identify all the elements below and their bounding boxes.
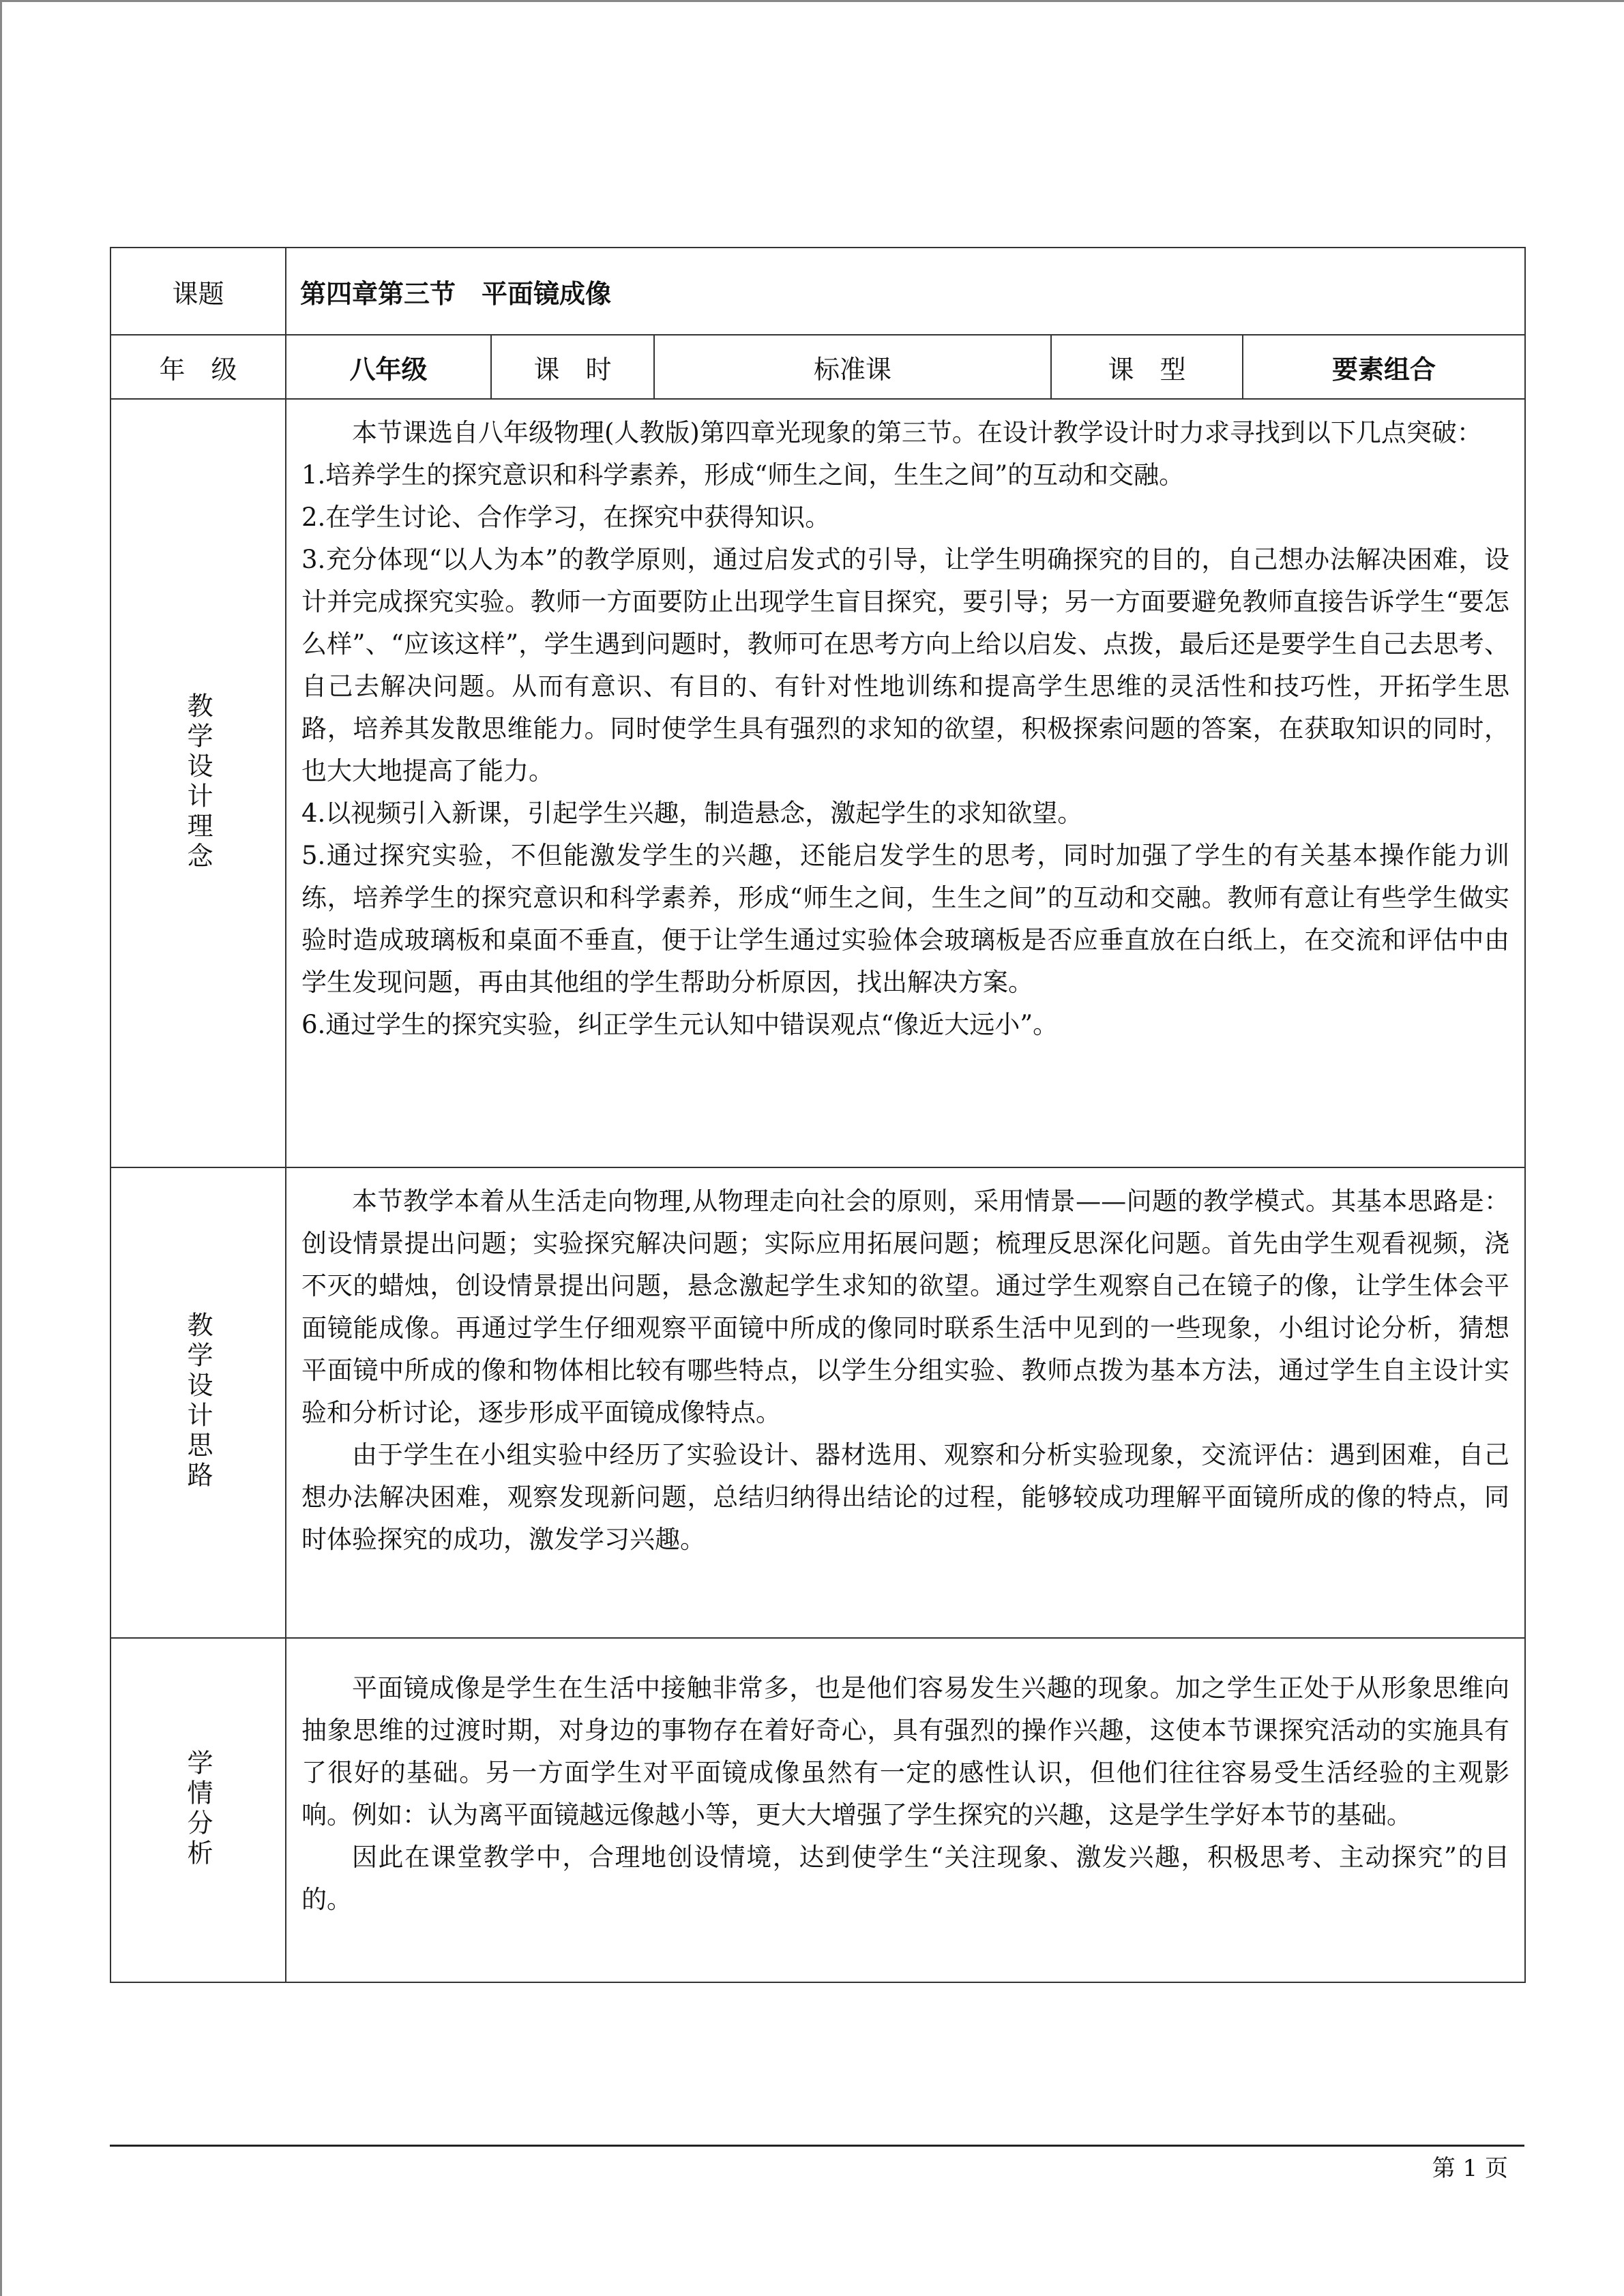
page-number: 第 1 页 [1432, 2155, 1508, 2182]
design-approach-label: 教学设计思路 [183, 1311, 213, 1491]
design-approach-row [110, 1167, 1525, 1638]
page-left-border [0, 0, 2, 2296]
grade-value: 八年级 [286, 335, 491, 399]
paragraph: 4.以视频引入新课，引起学生兴趣，制造悬念，激起学生的求知欲望。 [301, 799, 1083, 828]
paragraph: 平面镜成像是学生在生活中接触非常多，也是他们容易发生兴趣的现象。加之学生正处于从形象思维向抽象思维的过渡时期，对身边的事物存在着好奇心，具有强烈的操作兴趣，这使本节课探究活动的实施具有了很好的基础。另一方面学生对平面镜成像虽然有一定的感性认识，但他们往往容易受生活经验的主观影响。例如：认为离平面镜越远像越小等，更大大增强了学生探究的兴趣，这是学生学好本节的基础。 [301, 1673, 1510, 1830]
info-row [110, 335, 1525, 399]
learner-analysis-label: 学情分析 [183, 1748, 213, 1869]
design-concept-label-cell [110, 399, 286, 1167]
learner-analysis-content [286, 1638, 1525, 1982]
design-concept-row [110, 399, 1525, 1167]
paragraph: 本节课选自八年级物理(人教版)第四章光现象的第三节。在设计教学设计时力求寻找到以下几点突破： [352, 418, 1482, 447]
paragraph: 3.充分体现“以人为本”的教学原则，通过启发式的引导，让学生明确探究的目的，自己想办法解决困难，设计并完成探究实验。教师一方面要防止出现学生盲目探究，要引导；另一方面要避免教师直接告诉学生“要怎么样”、“应该这样”，学生遇到问题时，教师可在思考方向上给以启发、点拨，最后还是要学生自己去思考、自己去解决问题。从而有意识、有目的、有针对性地训练和提高学生思维的灵活性和技巧性，开拓学生思路，培养其发散思维能力。同时使学生具有强烈的求知的欲望，积极探索问题的答案，在获取知识的同时，也大大地提高了能力。 [301, 545, 1510, 786]
topic-value: 第四章第三节 平面镜成像 [286, 248, 1525, 335]
design-concept-content [286, 399, 1525, 1167]
design-approach-label-cell [110, 1167, 286, 1638]
page-top-border [0, 0, 1624, 2]
paragraph: 因此在课堂教学中，合理地创设情境，达到使学生“关注现象、激发兴趣，积极思考、主动探究”的目的。 [301, 1843, 1510, 1914]
grade-label: 年 级 [110, 335, 286, 399]
design-concept-label: 教学设计理念 [183, 691, 213, 872]
period-label: 课 时 [491, 335, 654, 399]
learner-analysis-row [110, 1638, 1525, 1982]
learner-analysis-label-cell [110, 1638, 286, 1982]
topic-label: 课题 [110, 248, 286, 335]
topic-row [110, 248, 1525, 335]
paragraph: 由于学生在小组实验中经历了实验设计、器材选用、观察和分析实验现象，交流评估：遇到困难，自己想办法解决困难，观察发现新问题，总结归纳得出结论的过程，能够较成功理解平面镜所成的像的特点，同时体验探究的成功，激发学习兴趣。 [301, 1440, 1510, 1554]
design-approach-content [286, 1167, 1525, 1638]
lesson-type-value: 要素组合 [1243, 335, 1525, 399]
paragraph: 5.通过探究实验，不但能激发学生的兴趣，还能启发学生的思考，同时加强了学生的有关基本操作能力训练，培养学生的探究意识和科学素养，形成“师生之间，生生之间”的互动和交融。教师有意让有些学生做实验时造成玻璃板和桌面不垂直，便于让学生通过实验体会玻璃板是否应垂直放在白纸上，在交流和评估中由学生发现问题，再由其他组的学生帮助分析原因，找出解决方案。 [301, 841, 1510, 997]
period-value: 标准课 [654, 335, 1051, 399]
lesson-type-label: 课 型 [1051, 335, 1243, 399]
lesson-plan-table [110, 247, 1526, 1983]
paragraph: 2.在学生讨论、合作学习，在探究中获得知识。 [301, 503, 831, 532]
paragraph: 本节教学本着从生活走向物理,从物理走向社会的原则，采用情景——问题的教学模式。其基本思路是：创设情景提出问题；实验探究解决问题；实际应用拓展问题；梳理反思深化问题。首先由学生观看视频，浇不灭的蜡烛，创设情景提出问题，悬念激起学生求知的欲望。通过学生观察自己在镜子的像，让学生体会平面镜能成像。再通过学生仔细观察平面镜中所成的像同时联系生活中见到的一些现象，小组讨论分析，猜想平面镜中所成的像和物体相比较有哪些特点，以学生分组实验、教师点拨为基本方法，通过学生自主设计实验和分析讨论，逐步形成平面镜成像特点。 [301, 1187, 1510, 1427]
footer-rule [110, 2145, 1524, 2147]
paragraph: 6.通过学生的探究实验，纠正学生元认知中错误观点“像近大远小”。 [301, 1010, 1059, 1039]
paragraph: 1.培养学生的探究意识和科学素养，形成“师生之间，生生之间”的互动和交融。 [301, 460, 1185, 490]
